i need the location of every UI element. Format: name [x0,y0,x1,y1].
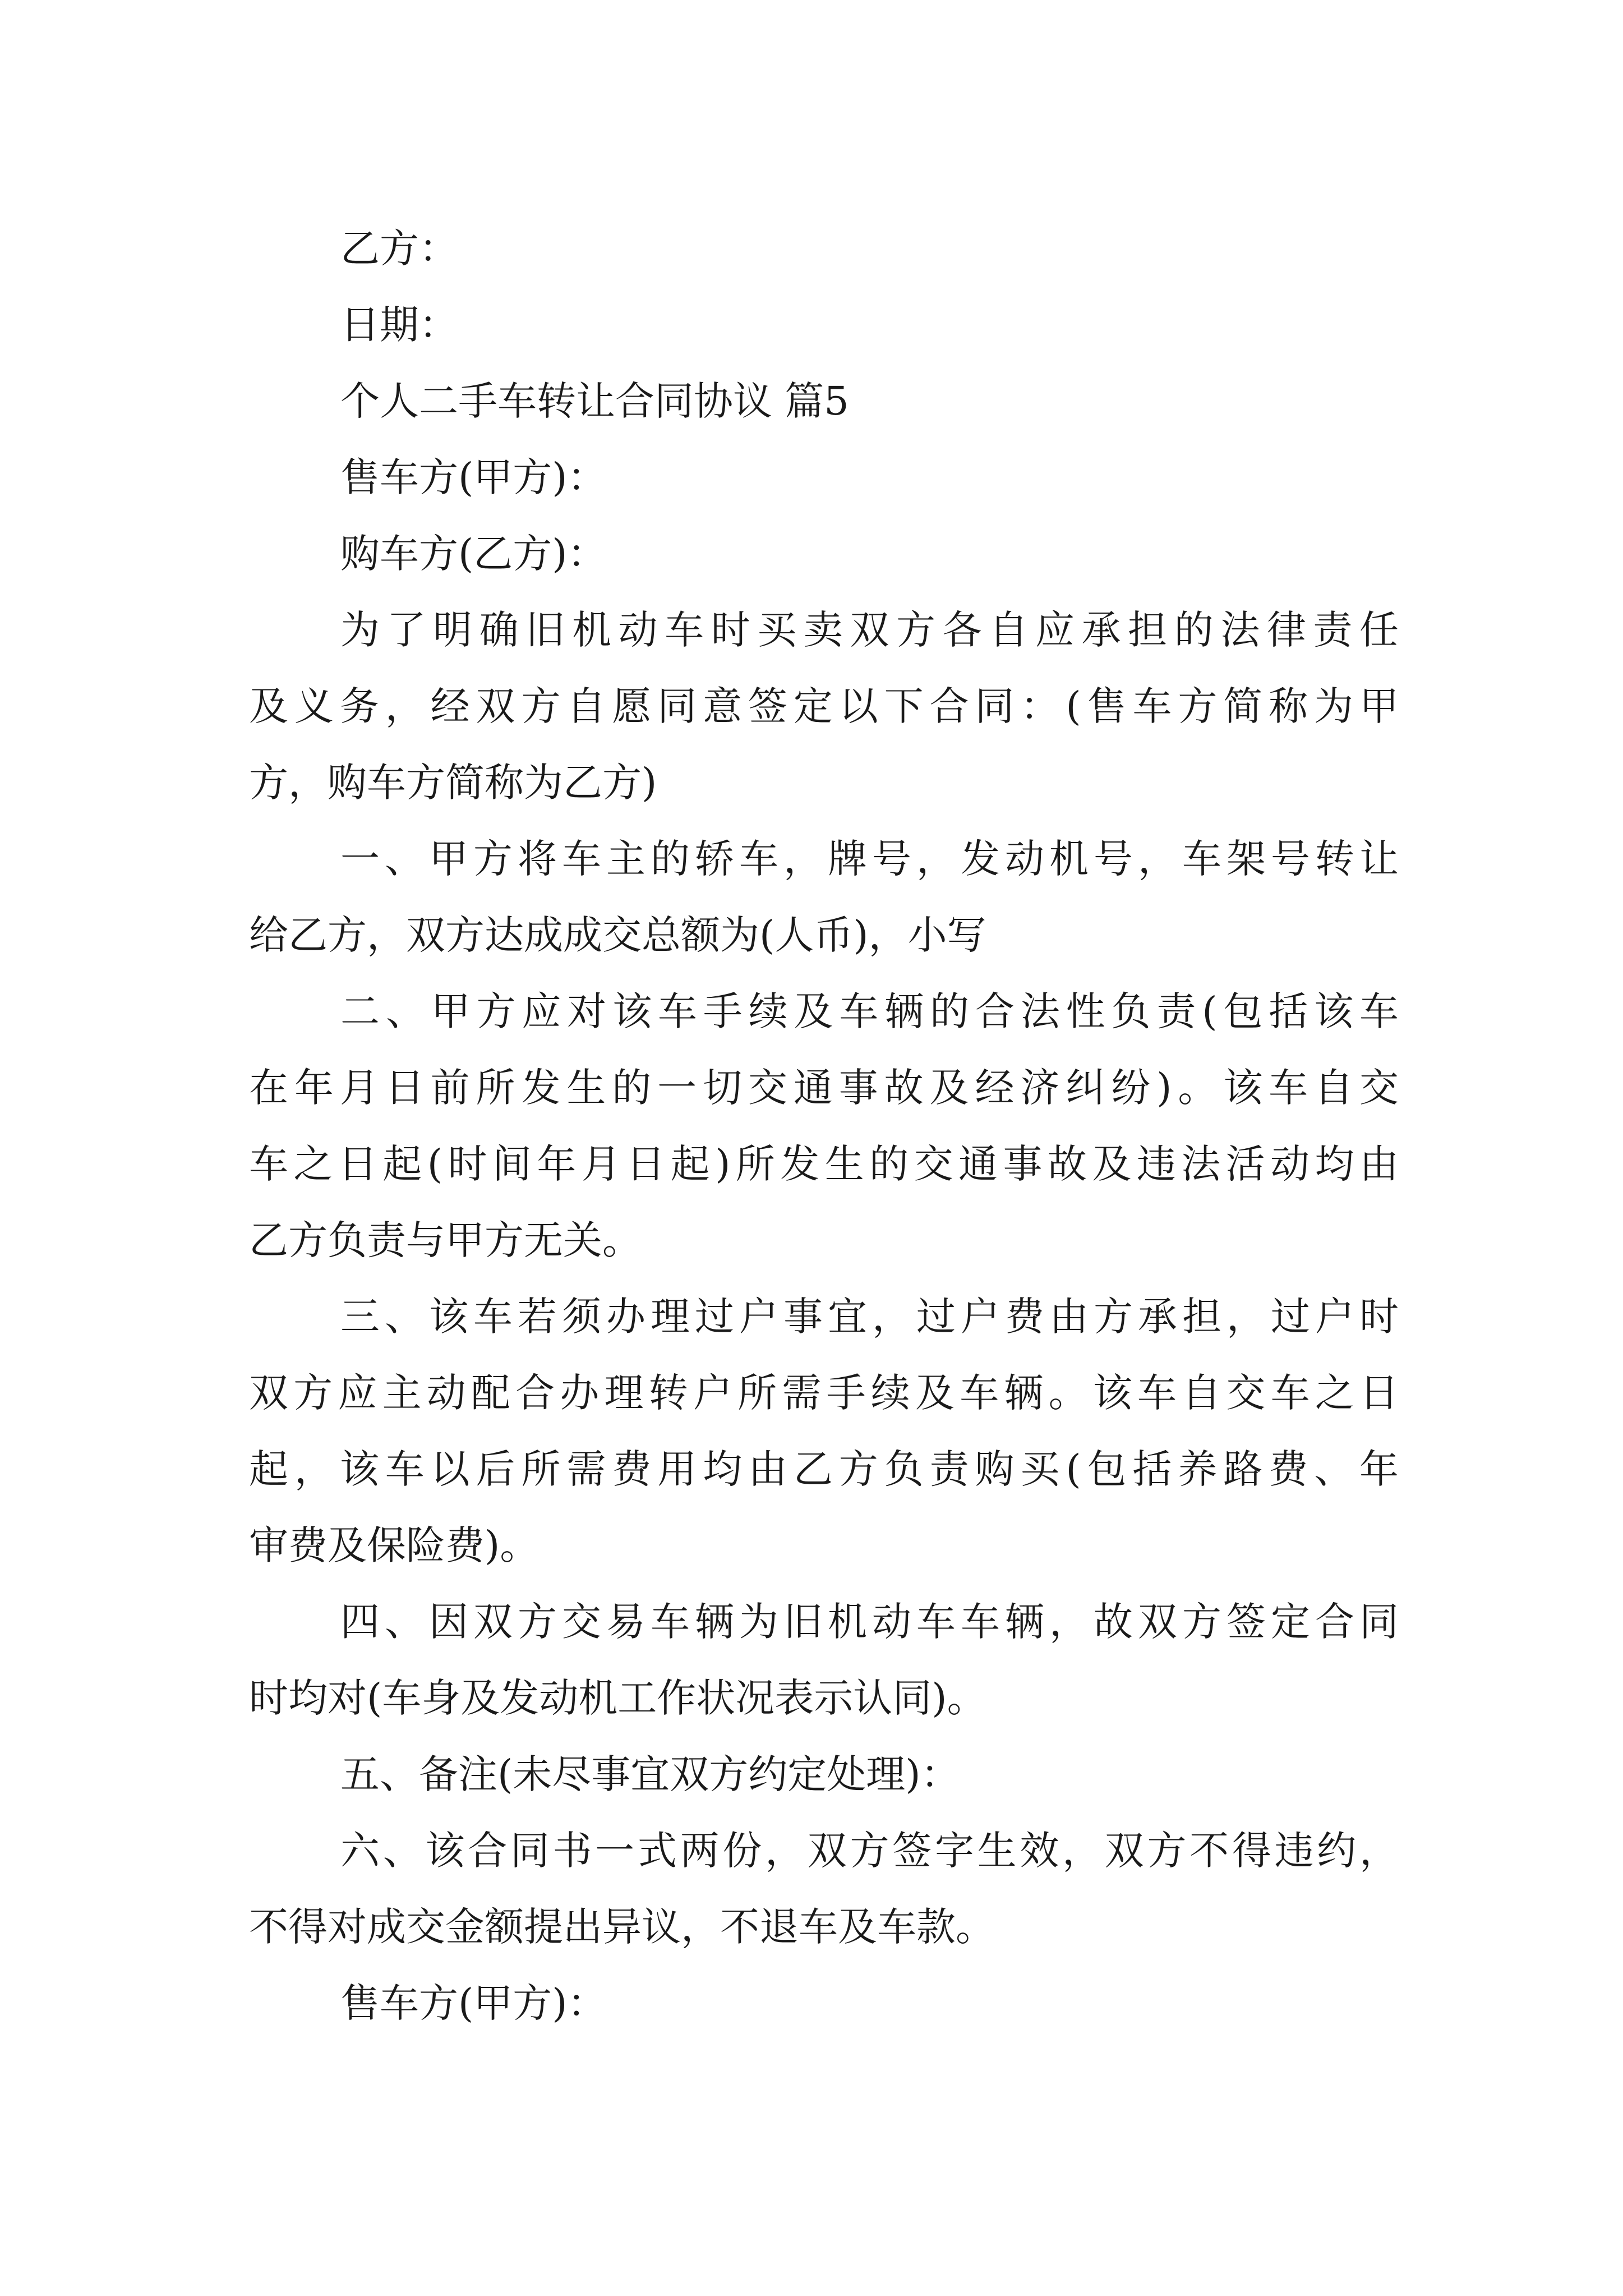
text-line: 乙方： [340,226,458,272]
text-line: 及义务，经双方自愿同意签定以下合同：(售车方简称为甲 [249,683,1399,729]
text-line: 给乙方，双方达成成交总额为(人币)，小写 [249,912,986,958]
text-line: 乙方负责与甲方无关。 [249,1217,642,1263]
text-line: 个人二手车转让合同协议 篇5 [340,378,849,424]
text-line: 时均对(车身及发动机工作状况表示认同)。 [249,1675,986,1721]
text-line: 车之日起(时间年月日起)所发生的交通事故及违法活动均由 [249,1141,1399,1187]
contract-text-body [249,210,1399,2041]
text-line: 审费及保险费)。 [249,1522,540,1568]
text-line: 二、甲方应对该车手续及车辆的合法性负责(包括该车 [340,988,1399,1034]
text-line: 双方应主动配合办理转户所需手续及车辆。该车自交车之日 [249,1370,1399,1416]
text-line: 不得对成交金额提出异议，不退车及车款。 [249,1904,995,1950]
text-line: 三、该车若须办理过户事宜，过户费由方承担，过户时 [340,1294,1399,1340]
text-line: 五、备注(未尽事宜双方约定处理)： [340,1751,960,1797]
text-line: 为了明确旧机动车时买卖双方各自应承担的法律责任 [340,607,1399,653]
text-line: 一、甲方将车主的轿车，牌号，发动机号，车架号转让 [340,836,1399,882]
text-line: 售车方(甲方)： [340,454,607,500]
text-line: 售车方(甲方)： [340,1980,607,2026]
text-line: 起，该车以后所需费用均由乙方负责购买(包括养路费、年 [249,1446,1399,1492]
text-line: 六、该合同书一式两份，双方签字生效，双方不得违约， [340,1828,1399,1874]
text-line: 购车方(乙方)： [340,531,607,577]
text-line: 在年月日前所发生的一切交通事故及经济纠纷)。该车自交 [249,1065,1399,1111]
text-line: 四、因双方交易车辆为旧机动车车辆，故双方签定合同 [340,1599,1399,1645]
text-line: 方，购车方简称为乙方) [249,760,657,806]
text-line: 日期： [340,302,458,348]
